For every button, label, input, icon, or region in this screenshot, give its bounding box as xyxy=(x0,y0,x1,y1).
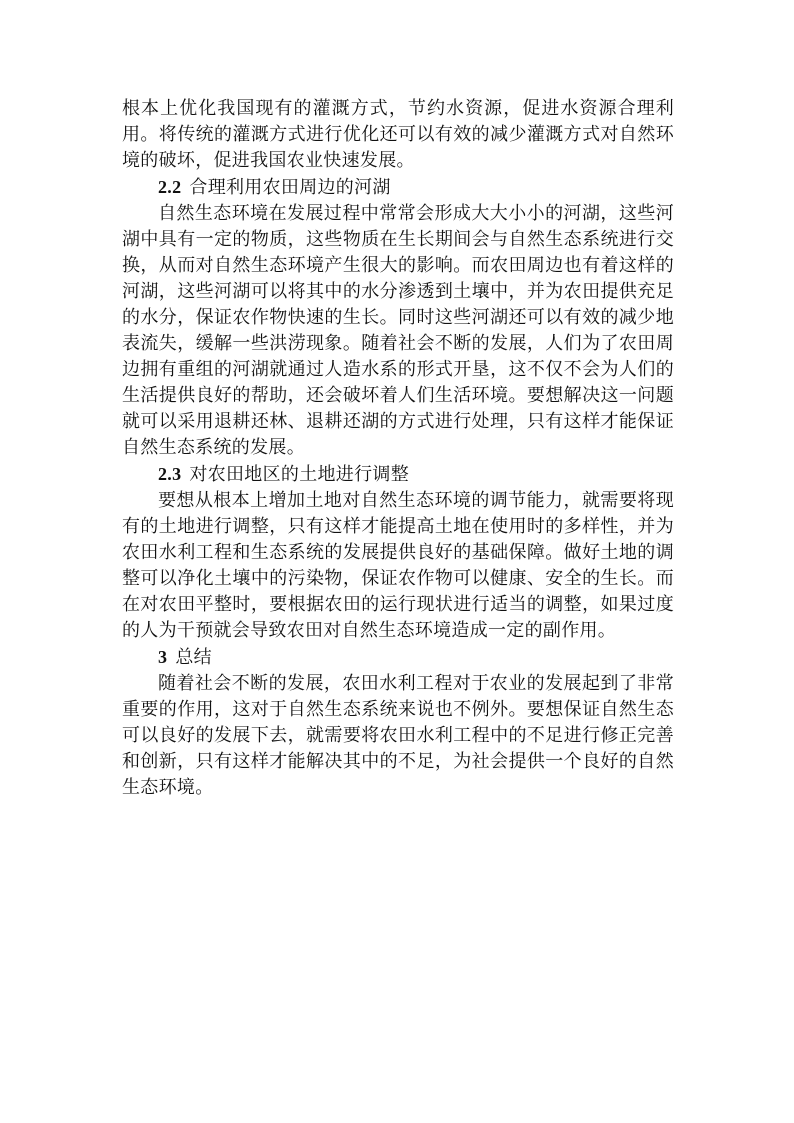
section-heading-2-3 xyxy=(122,461,674,488)
section-number: 2.3 xyxy=(158,464,182,484)
paragraph-rivers-lakes: 自然生态环境在发展过程中常常会形成大大小小的河湖，这些河湖中具有一定的物质，这些物质在生长期间会与自然生态系统进行交换，从而对自然生态环境产生很大的影响。而农田周边也有着这样的河湖，这些河湖可以将其中的水分渗透到土壤中，并为农田提供充足的水分，保证农作物快速的生长。同时这些河湖还可以有效的减少地表流失，缓解一些洪涝现象。随着社会不断的发展，人们为了农田周边拥有重组的河湖就通过人造水系的形式开垦，这不仅不会为人们的生活提供良好的帮助，还会破坏着人们生活环境。要想解决这一问题就可以采用退耕还林、退耕还湖的方式进行处理，只有这样才能保证自然生态系统的发展。 xyxy=(122,203,674,458)
section-title: 总结 xyxy=(175,647,212,668)
section-heading-3 xyxy=(122,644,674,671)
section-title: 对农田地区的土地进行调整 xyxy=(189,464,410,485)
paragraph-conclusion: 随着社会不断的发展，农田水利工程对于农业的发展起到了非常重要的作用，这对于自然生态系统来说也不例外。要想保证自然生态可以良好的发展下去，就需要将农田水利工程中的不足进行修正完善和创新，只有这样才能解决其中的不足，为社会提供一个良好的自然生态环境。 xyxy=(122,673,674,798)
section-heading-2-2 xyxy=(122,174,674,201)
paragraph-irrigation-continuation: 根本上优化我国现有的灌溉方式，节约水资源，促进水资源合理利用。将传统的灌溉方式进行优化还可以有效的减少灌溉方式对自然环境的破坏，促进我国农业快速发展。 xyxy=(122,98,674,171)
paragraph-land-adjustment: 要想从根本上增加土地对自然生态环境的调节能力，就需要将现有的土地进行调整，只有这样才能提高土地在使用时的多样性，并为农田水利工程和生态系统的发展提供良好的基础保障。做好土地的调整可以净化土壤中的污染物，保证农作物可以健康、安全的生长。而在对农田平整时，要根据农田的运行现状进行适当的调整，如果过度的人为干预就会导致农田对自然生态环境造成一定的副作用。 xyxy=(122,490,674,641)
section-title: 合理利用农田周边的河湖 xyxy=(189,177,391,198)
section-number: 3 xyxy=(158,647,168,667)
document-body xyxy=(122,96,674,801)
section-number: 2.2 xyxy=(158,177,182,197)
